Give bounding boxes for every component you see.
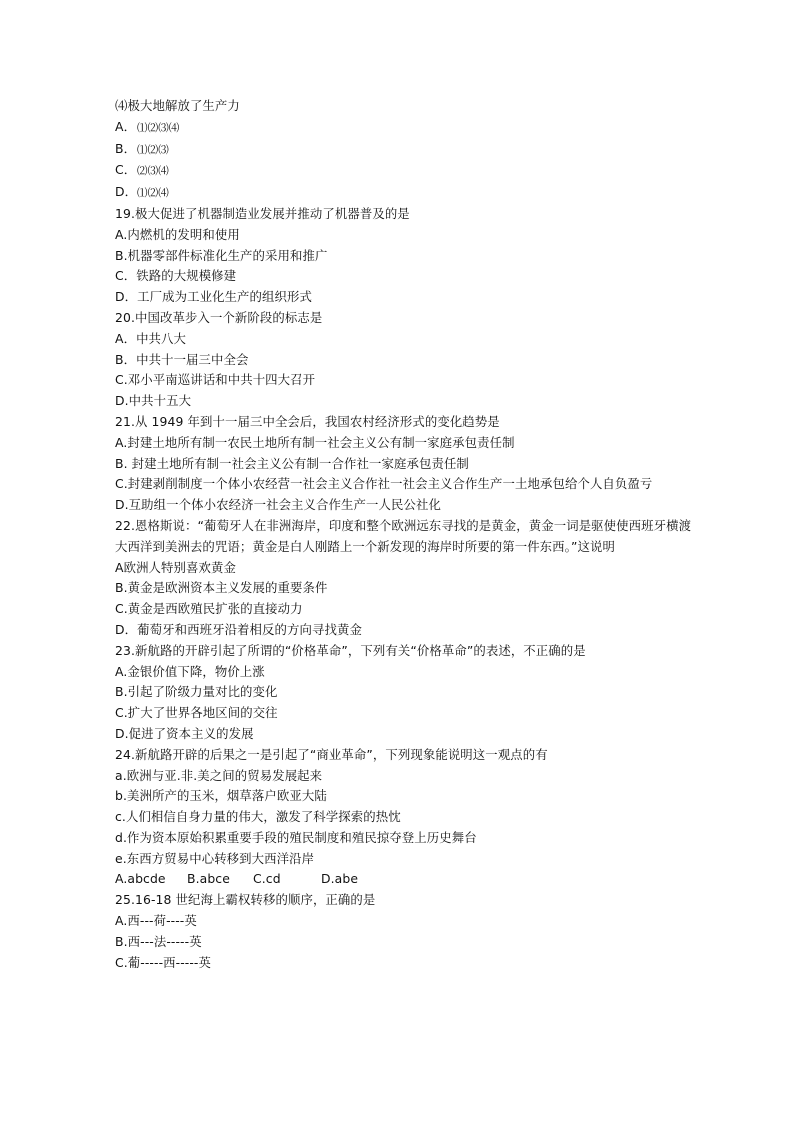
option-a: A.abcde xyxy=(115,871,166,887)
statement-line: b.美洲所产的玉米，烟草落户欧亚大陆 xyxy=(115,788,327,804)
option-line: A.西---荷----英 xyxy=(115,913,197,929)
option-text: ⑴⑵⑶ xyxy=(137,143,169,156)
statement-line: d.作为资本原始积累重要手段的殖民制度和殖民掠夺登上历史舞台 xyxy=(115,829,477,845)
option-letter: C． xyxy=(115,162,137,178)
option-line: A欧洲人特别喜欢黄金 xyxy=(115,559,236,575)
option-line: A.内燃机的发明和使用 xyxy=(115,226,240,242)
statement-line: e.东西方贸易中心转移到大西洋沿岸 xyxy=(115,850,315,866)
option-line: B.黄金是欧洲资本主义发展的重要条件 xyxy=(115,580,328,596)
option-line: B.西---法-----英 xyxy=(115,933,202,949)
option-line: ⑷极大地解放了生产力 xyxy=(115,98,240,113)
option-line: D．葡萄牙和西班牙沿着相反的方向寻找黄金 xyxy=(115,621,362,637)
option-line: C.葡-----西-----英 xyxy=(115,954,211,970)
option-row xyxy=(115,869,695,890)
statement-line: c.人们相信自身力量的伟大，激发了科学探索的热忱 xyxy=(115,809,401,825)
option-text: ⑴⑵⑷ xyxy=(137,187,169,200)
question-23: 23.新航路的开辟引起了所谓的“价格革命”，下列有关“价格革命”的表述，不正确的是 xyxy=(115,642,586,658)
option-line: B．中共十一届三中全会 xyxy=(115,351,249,367)
question-20: 20.中国改革步入一个新阶段的标志是 xyxy=(115,309,323,325)
option-line: D．工厂成为工业化生产的组织形式 xyxy=(115,289,313,305)
option-text: ⑵⑶⑷ xyxy=(137,165,169,178)
option-line: C.封建剥削制度一个体小农经营一社会主义合作社一社会主义合作生产一土地承包给个人自负盈亏 xyxy=(115,476,653,492)
question-content xyxy=(115,96,695,973)
option-line xyxy=(115,139,695,161)
option-line xyxy=(115,160,695,182)
option-line: C.黄金是西欧殖民扩张的直接动力 xyxy=(115,601,303,617)
option-letter: D． xyxy=(115,184,138,200)
option-letter: A． xyxy=(115,118,137,134)
option-line: B.引起了阶级力量对比的变化 xyxy=(115,684,278,700)
option-line: C.扩大了世界各地区间的交往 xyxy=(115,705,278,721)
option-c: C.cd xyxy=(253,871,281,887)
question-25: 25.16-18 世纪海上霸权转移的顺序，正确的是 xyxy=(115,892,376,908)
option-line: D.中共十五大 xyxy=(115,393,192,409)
option-line: A．中共八大 xyxy=(115,330,187,346)
question-24: 24.新航路开辟的后果之一是引起了“商业革命”，下列现象能说明这一观点的有 xyxy=(115,746,548,762)
question-19: 19.极大促进了机器制造业发展并推动了机器普及的是 xyxy=(115,205,410,221)
option-text: ⑴⑵⑶⑷ xyxy=(137,121,180,134)
option-line: B.机器零部件标准化生产的采用和推广 xyxy=(115,247,328,263)
option-line: C.邓小平南巡讲话和中共十四大召开 xyxy=(115,372,316,388)
option-line xyxy=(115,182,695,204)
question-22: 22.恩格斯说：“葡萄牙人在非洲海岸，印度和整个欧洲远东寻找的是黄金，黄金一词是驱使使西班牙横渡大西洋到美洲去的咒语；黄金是白人刚踏上一个新发现的海岸时所要的第一件东西。”这说明 xyxy=(115,517,692,554)
question-21: 21.从 1949 年到十一届三中全会后，我国农村经济形式的变化趋势是 xyxy=(115,413,500,429)
option-line: B. 封建土地所有制一社会主义公有制一合作社一家庭承包责任制 xyxy=(115,455,469,471)
option-line xyxy=(115,117,695,139)
option-letter: B． xyxy=(115,140,137,156)
option-b: B.abce xyxy=(187,871,230,887)
option-line: A.封建土地所有制一农民土地所有制一社会主义公有制一家庭承包责任制 xyxy=(115,434,515,450)
option-d: D.abe xyxy=(321,871,359,887)
option-line: D.互助组一个体小农经济一社会主义合作生产一人民公社化 xyxy=(115,497,441,513)
option-line: A.金银价值下降，物价上涨 xyxy=(115,663,265,679)
statement-line: a.欧洲与亚.非.美之间的贸易发展起来 xyxy=(115,767,323,783)
option-line: C．铁路的大规模修建 xyxy=(115,268,237,284)
option-line: D.促进了资本主义的发展 xyxy=(115,725,254,741)
